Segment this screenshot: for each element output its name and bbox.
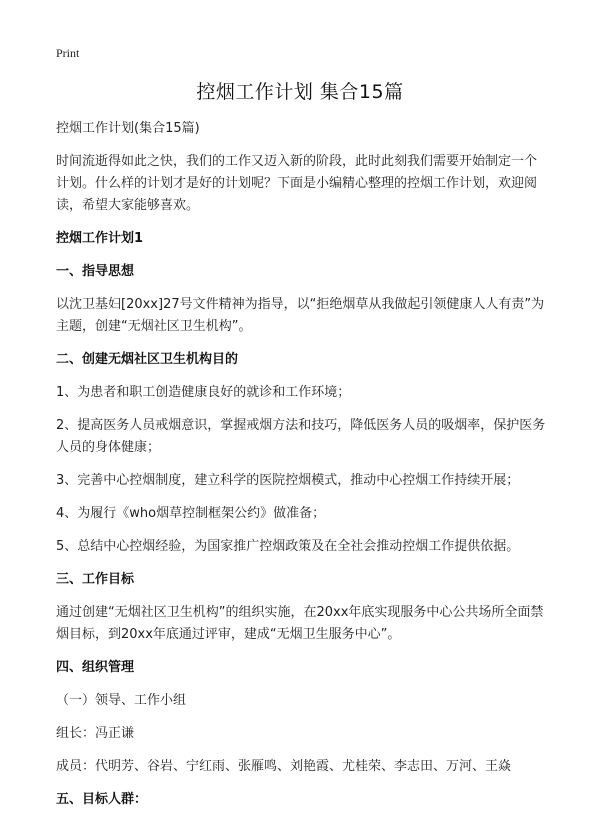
document-body — [56, 118, 548, 822]
section2-heading: 二、创建无烟社区卫生机构目的 — [56, 352, 239, 367]
section2-item-2: 2、提高医务人员戒烟意识，掌握戒烟方法和技巧，降低医务人员的吸烟率，保护医务人员的身体健康； — [56, 418, 546, 455]
section2-item-3: 3、完善中心控烟制度，建立科学的医院控烟模式，推动中心控烟工作持续开展； — [56, 473, 520, 488]
section4-subheading: （一）领导、工作小组 — [56, 693, 187, 708]
section4-heading: 四、组织管理 — [56, 660, 135, 675]
plan-title: 控烟工作计划1 — [56, 231, 144, 246]
section2-item-5: 5、总结中心控烟经验，为国家推广控烟政策及在全社会推动控烟工作提供依据。 — [56, 539, 520, 554]
section3-text: 通过创建“无烟社区卫生机构”的组织实施，在20xx年底实现服务中心公共场所全面禁烟目标，到20xx年底通过评审，建成“无烟卫生服务中心”。 — [56, 605, 544, 642]
section2-item-1: 1、为患者和职工创造健康良好的就诊和工作环境； — [56, 385, 351, 400]
document-title: 控烟工作计划 集合15篇 — [196, 81, 404, 103]
section5-heading: 五、目标人群： — [56, 792, 148, 807]
section1-heading: 一、指导思想 — [56, 264, 135, 279]
intro-paragraph: 时间流逝得如此之快，我们的工作又迈入新的阶段，此时此刻我们需要开始制定一个计划。什么样的计划才是好的计划呢？下面是小编精心整理的控烟工作计划，欢迎阅读，希望大家能够喜欢。 — [56, 154, 538, 213]
section3-heading: 三、工作目标 — [56, 572, 135, 587]
section4-members: 成员：代明芳、谷岩、宁红雨、张雁鸣、刘艳霞、尤桂荣、李志田、万河、王焱 — [56, 759, 512, 774]
section2-item-4: 4、为履行《who烟草控制框架公约》做准备； — [56, 506, 326, 521]
section1-text: 以沈卫基妇[20xx]27号文件精神为指导，以“拒绝烟草从我做起引领健康人人有责”为主题，创建“无烟社区卫生机构”。 — [56, 297, 545, 334]
print-label[interactable]: Print — [56, 46, 80, 60]
section4-leader: 组长：冯正谦 — [56, 726, 135, 741]
document-subtitle: 控烟工作计划(集合15篇) — [56, 121, 200, 136]
